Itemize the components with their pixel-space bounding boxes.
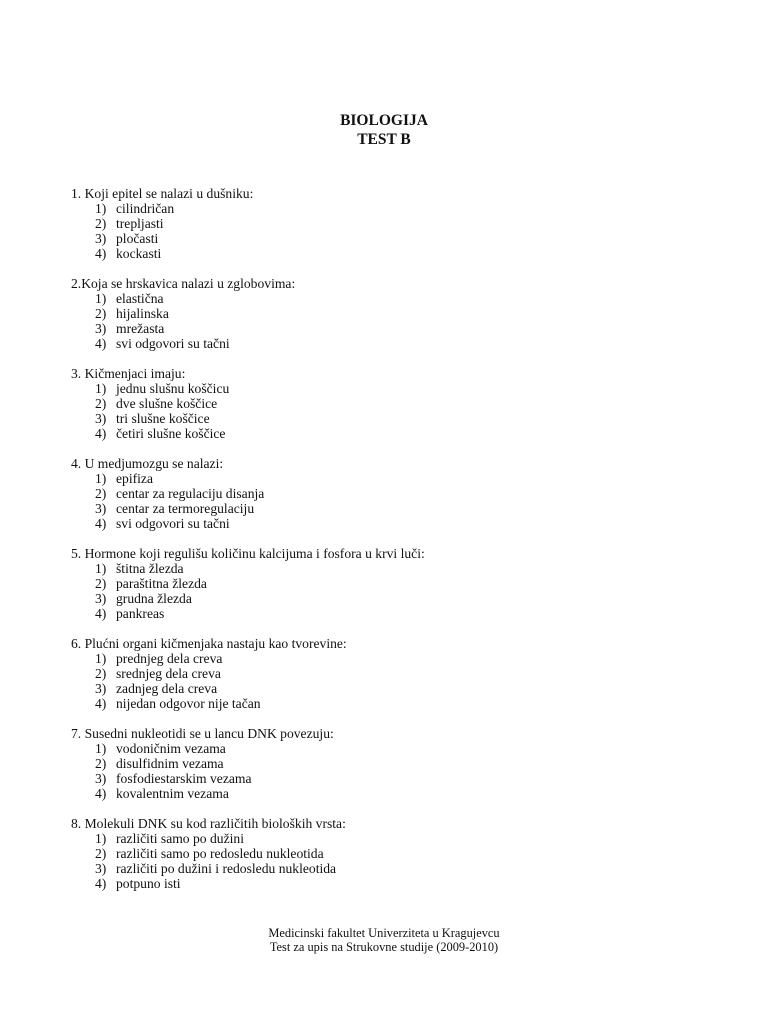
- option-item: [71, 696, 711, 711]
- option-text: jednu slušnu koščicu: [116, 381, 230, 396]
- option-item: [71, 291, 711, 306]
- option-text: tri slušne koščice: [116, 411, 210, 426]
- option-number: 4): [95, 246, 107, 261]
- option-text: pankreas: [116, 606, 165, 621]
- question-text: 6. Plućni organi kičmenjaka nastaju kao tvorevine:: [71, 636, 347, 651]
- option-item: [71, 336, 711, 351]
- option-text: fosfodiestarskim vezama: [116, 771, 252, 786]
- option-number: 1): [95, 291, 107, 306]
- option-text: različiti samo po redosledu nukleotida: [116, 846, 324, 861]
- option-text: srednjeg dela creva: [116, 666, 221, 681]
- option-text: svi odgovori su tačni: [116, 516, 230, 531]
- question-text: 7. Susedni nukleotidi se u lancu DNK povezuju:: [71, 726, 334, 741]
- option-item: [71, 606, 711, 621]
- option-number: 4): [95, 606, 107, 621]
- option-text: četiri slušne koščice: [116, 426, 226, 441]
- option-item: [71, 231, 711, 246]
- option-number: 2): [95, 846, 107, 861]
- option-item: [71, 471, 711, 486]
- question-8: [71, 816, 711, 891]
- option-number: 2): [95, 576, 107, 591]
- option-text: pločasti: [116, 231, 159, 246]
- option-item: [71, 426, 711, 441]
- option-item: [71, 501, 711, 516]
- footer-institution: Medicinski fakultet Univerziteta u Kragujevcu: [268, 926, 500, 940]
- option-text: štitna žlezda: [116, 561, 184, 576]
- option-number: 2): [95, 666, 107, 681]
- option-number: 3): [95, 501, 107, 516]
- document-title: BIOLOGIJA: [340, 112, 428, 129]
- option-list: [71, 291, 711, 351]
- question-text: 2.Koja se hrskavica nalazi u zglobovima:: [71, 276, 296, 291]
- option-text: zadnjeg dela creva: [116, 681, 218, 696]
- option-text: epifiza: [116, 471, 153, 486]
- option-text: elastična: [116, 291, 164, 306]
- option-text: potpuno isti: [116, 876, 181, 891]
- question-text: 1. Koji epitel se nalazi u dušniku:: [71, 186, 254, 201]
- option-text: dve slušne koščice: [116, 396, 218, 411]
- question-1: [71, 186, 711, 261]
- option-item: [71, 576, 711, 591]
- option-text: centar za termoregulaciju: [116, 501, 255, 516]
- option-text: vodoničnim vezama: [116, 741, 226, 756]
- option-list: [71, 471, 711, 531]
- option-text: grudna žlezda: [116, 591, 192, 606]
- option-text: prednjeg dela creva: [116, 651, 223, 666]
- option-item: [71, 681, 711, 696]
- option-item: [71, 561, 711, 576]
- option-item: [71, 741, 711, 756]
- option-number: 3): [95, 231, 107, 246]
- option-item: [71, 771, 711, 786]
- option-number: 1): [95, 381, 107, 396]
- option-text: nijedan odgovor nije tačan: [116, 696, 261, 711]
- option-number: 4): [95, 876, 107, 891]
- option-item: [71, 651, 711, 666]
- question-4: [71, 456, 711, 531]
- option-item: [71, 846, 711, 861]
- option-text: trepljasti: [116, 216, 164, 231]
- option-item: [71, 786, 711, 801]
- question-6: [71, 636, 711, 711]
- option-number: 4): [95, 786, 107, 801]
- option-item: [71, 876, 711, 891]
- question-2: [71, 276, 711, 351]
- option-item: [71, 756, 711, 771]
- option-text: kovalentnim vezama: [116, 786, 229, 801]
- option-item: [71, 486, 711, 501]
- option-list: [71, 651, 711, 711]
- option-number: 1): [95, 741, 107, 756]
- option-text: cilindričan: [116, 201, 175, 216]
- option-number: 4): [95, 516, 107, 531]
- option-number: 2): [95, 306, 107, 321]
- option-number: 1): [95, 471, 107, 486]
- option-item: [71, 381, 711, 396]
- option-item: [71, 216, 711, 231]
- option-item: [71, 831, 711, 846]
- option-list: [71, 831, 711, 891]
- option-number: 1): [95, 651, 107, 666]
- option-list: [71, 561, 711, 621]
- option-number: 3): [95, 411, 107, 426]
- option-number: 2): [95, 486, 107, 501]
- option-number: 1): [95, 201, 107, 216]
- question-list: [71, 186, 711, 906]
- option-item: [71, 321, 711, 336]
- option-number: 4): [95, 336, 107, 351]
- option-number: 3): [95, 681, 107, 696]
- option-number: 3): [95, 321, 107, 336]
- question-text: 4. U medjumozgu se nalazi:: [71, 456, 224, 471]
- question-text: 5. Hormone koji regulišu količinu kalcijuma i fosfora u krvi luči:: [71, 546, 425, 561]
- option-number: 3): [95, 591, 107, 606]
- question-7: [71, 726, 711, 801]
- option-number: 1): [95, 831, 107, 846]
- option-item: [71, 306, 711, 321]
- option-text: svi odgovori su tačni: [116, 336, 230, 351]
- option-number: 4): [95, 426, 107, 441]
- option-number: 4): [95, 696, 107, 711]
- question-3: [71, 366, 711, 441]
- option-text: centar za regulaciju disanja: [116, 486, 265, 501]
- option-item: [71, 396, 711, 411]
- question-text: 3. Kičmenjaci imaju:: [71, 366, 186, 381]
- option-number: 3): [95, 861, 107, 876]
- option-text: različiti samo po dužini: [116, 831, 244, 846]
- option-item: [71, 411, 711, 426]
- option-text: disulfidnim vezama: [116, 756, 224, 771]
- option-text: kockasti: [116, 246, 162, 261]
- option-text: paraštitna žlezda: [116, 576, 207, 591]
- option-item: [71, 246, 711, 261]
- option-list: [71, 741, 711, 801]
- option-list: [71, 381, 711, 441]
- option-item: [71, 591, 711, 606]
- option-item: [71, 666, 711, 681]
- option-number: 2): [95, 396, 107, 411]
- question-text: 8. Molekuli DNK su kod različitih bioloških vrsta:: [71, 816, 346, 831]
- option-number: 1): [95, 561, 107, 576]
- option-text: mrežasta: [116, 321, 165, 336]
- footer-test-info: Test za upis na Strukovne studije (2009-2010): [269, 940, 499, 954]
- option-item: [71, 516, 711, 531]
- option-text: hijalinska: [116, 306, 169, 321]
- option-number: 2): [95, 216, 107, 231]
- question-5: [71, 546, 711, 621]
- option-text: različiti po dužini i redosledu nukleotida: [116, 861, 337, 876]
- option-item: [71, 861, 711, 876]
- option-number: 2): [95, 756, 107, 771]
- document-subtitle: TEST B: [357, 131, 411, 148]
- option-list: [71, 201, 711, 261]
- option-number: 3): [95, 771, 107, 786]
- option-item: [71, 201, 711, 216]
